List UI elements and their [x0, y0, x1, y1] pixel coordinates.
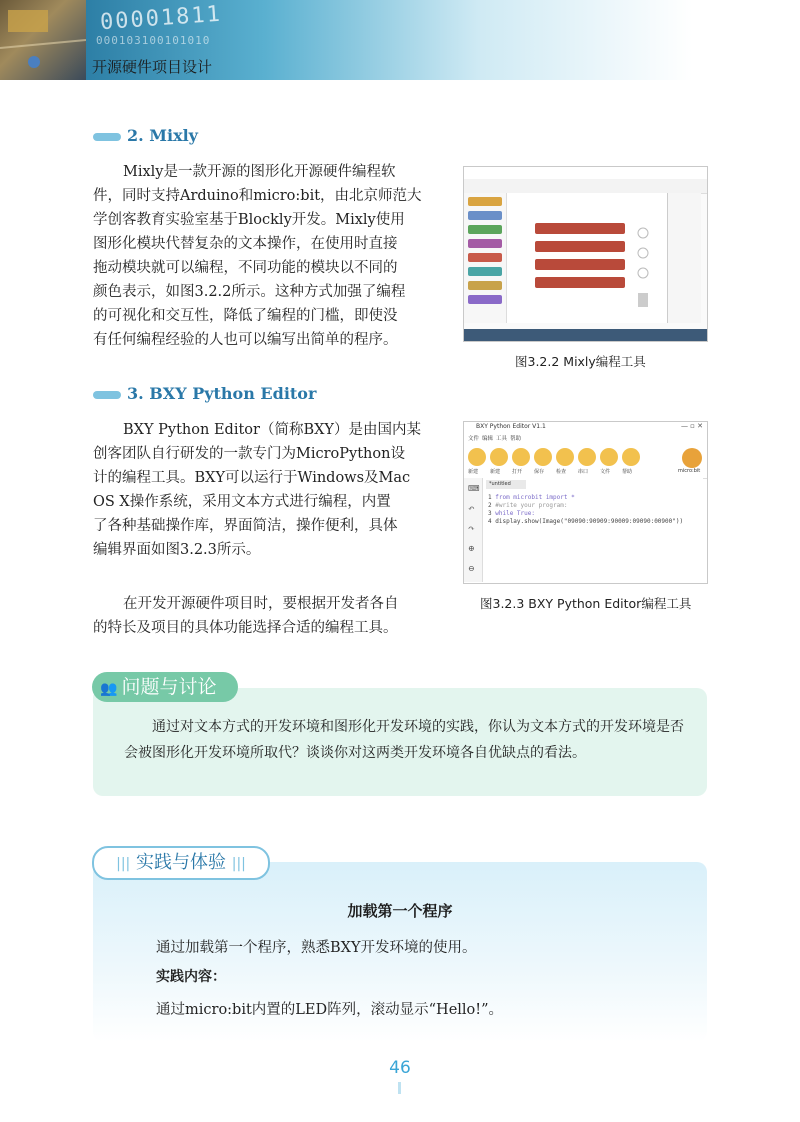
toolbar-label: 新建 [490, 469, 501, 475]
code-icon[interactable]: ⌨ [468, 484, 480, 493]
menu-item-edit[interactable]: 编辑 [482, 436, 494, 442]
code-line [488, 494, 575, 501]
line-text: while True: [495, 510, 535, 517]
zoom-out-icon[interactable]: ⊖ [468, 564, 475, 573]
section-3-heading-text: 3. BXY Python Editor [127, 384, 317, 403]
circuit-board-icon [0, 0, 86, 80]
section-3-heading [93, 384, 316, 403]
redo-icon[interactable]: ↷ [468, 524, 475, 533]
header-photo [0, 0, 86, 80]
code-block [535, 223, 625, 234]
bxy-screenshot [463, 421, 708, 584]
line-text: #write your program: [495, 502, 568, 509]
practice-content: 通过micro:bit内置的LED阵列，滚动显示“Hello!”。 [156, 1002, 504, 1018]
text-line: 了各种基础操作库，界面简洁，操作便利，具体 [93, 518, 398, 534]
practice-tab [92, 846, 270, 880]
people-icon: 👥 [100, 681, 118, 697]
header-digits: 00001811 [99, 1, 223, 36]
mixly-workspace [507, 193, 667, 323]
editor-tab-label: *untitled [489, 481, 511, 487]
practice-title: 加载第一个程序 [347, 902, 453, 920]
toolbar-label: 新建 [468, 469, 479, 475]
bxy-window-title: BXY Python Editor V1.1 [476, 423, 546, 430]
palette-category [468, 197, 502, 206]
code-block [535, 241, 625, 252]
palette-category [468, 211, 502, 220]
book-title: 开源硬件项目设计 [92, 58, 213, 76]
heading-bar-icon [93, 133, 121, 141]
bxy-toolbar [464, 444, 707, 479]
zoom-in-icon[interactable]: ⊕ [468, 544, 475, 553]
line-text: from microbit import * [495, 494, 575, 501]
mixly-screenshot [463, 166, 708, 342]
window-controls-icon: — ▫ ✕ [680, 422, 703, 430]
palette-category [468, 281, 502, 290]
discussion-tab-label: 问题与讨论 [121, 676, 217, 698]
practice-intro: 通过加载第一个程序，熟悉BXY开发环境的使用。 [156, 940, 477, 956]
section-2-heading-text: 2. Mixly [127, 126, 198, 145]
menu-item-tools[interactable]: 工具 [496, 436, 508, 442]
text-line: OS X操作系统，采用文本方式进行编程，内置 [93, 494, 391, 510]
line-number: 4 [488, 518, 492, 525]
new-button[interactable] [468, 448, 486, 466]
code-block [535, 259, 625, 270]
section-3-closing-paragraph [93, 592, 438, 640]
text-line: 编辑界面如图3.2.3所示。 [93, 542, 261, 558]
code-block [535, 277, 625, 288]
new-button-2[interactable] [490, 448, 508, 466]
mixly-code-preview [667, 193, 701, 323]
page-header [0, 0, 800, 80]
palette-category [468, 295, 502, 304]
serial-button[interactable] [578, 448, 596, 466]
palette-category [468, 253, 502, 262]
text-line: 颜色表示，如图3.2.2所示。这种方式加强了编程 [93, 284, 406, 300]
text-line: 图形化模块代替复杂的文本操作，在使用时直接 [93, 236, 398, 252]
text-line: 在开发开源硬件项目时，要根据开发者各自 [123, 596, 399, 612]
header-digits-small: 000103100101010 [96, 34, 211, 47]
save-button[interactable] [534, 448, 552, 466]
line-text: display.show(Image("09090:90909:90009:09090:00900")) [495, 518, 684, 525]
mixly-toolbar [464, 179, 707, 194]
undo-icon[interactable]: ↶ [468, 504, 475, 513]
open-button[interactable] [512, 448, 530, 466]
check-button[interactable] [556, 448, 574, 466]
heading-bar-icon [93, 391, 121, 399]
text-line: 的可视化和交互性，降低了编程的门槛，即使没 [93, 308, 398, 324]
files-button[interactable] [600, 448, 618, 466]
figure-3-2-3-caption: 图3.2.3 BXY Python Editor编程工具 [480, 596, 692, 611]
practice-tab-label: 实践与体验 [136, 852, 226, 873]
palette-category [468, 239, 502, 248]
line-number: 2 [488, 502, 492, 509]
bxy-side-tools [464, 478, 483, 582]
text-line: 计的编程工具。BXY可以运行于Windows及Mac [93, 470, 411, 486]
toolbar-label: 检查 [556, 469, 567, 475]
menu-item-help[interactable]: 帮助 [510, 436, 522, 442]
microbit-button[interactable] [682, 448, 702, 468]
section-2-heading [93, 126, 198, 145]
palette-category [468, 267, 502, 276]
text-line: 有任何编程经验的人也可以编写出简单的程序。 [93, 332, 398, 348]
menu-item-file[interactable]: 文件 [468, 436, 480, 442]
code-line [488, 502, 568, 509]
toolbar-label: 文件 [600, 469, 611, 475]
palette-category [468, 225, 502, 234]
toolbar-label: 打开 [512, 469, 523, 475]
mixly-statusbar [464, 329, 707, 341]
mixly-block-palette [464, 193, 507, 323]
toolbar-label: 串口 [578, 469, 589, 475]
code-line [488, 518, 683, 525]
editor-tab[interactable] [486, 480, 526, 489]
bars-icon: ||| [116, 856, 131, 872]
zoom-controls-icon [635, 223, 655, 313]
page-number: 46 [389, 1058, 411, 1078]
line-number: 3 [488, 510, 492, 517]
help-button[interactable] [622, 448, 640, 466]
text-line: 拖动模块就可以编程，不同功能的模块以不同的 [93, 260, 398, 276]
text-line: 的特长及项目的具体功能选择合适的编程工具。 [93, 620, 398, 636]
device-label: micro:bit [678, 468, 701, 474]
section-2-paragraph [93, 160, 438, 352]
toolbar-label: 保存 [534, 469, 545, 475]
section-3-paragraph [93, 418, 438, 562]
text-line: BXY Python Editor（简称BXY）是由国内某 [123, 422, 421, 438]
discussion-text: 通过对文本方式的开发环境和图形化开发环境的实践，你认为文本方式的开发环境是否会被图形化开发环境所取代？谈谈你对这两类开发环境各自优缺点的看法。 [124, 719, 684, 761]
text-line: Mixly是一款开源的图形化开源硬件编程软 [123, 164, 396, 180]
text-line: 件，同时支持Arduino和micro:bit，由北京师范大 [93, 188, 422, 204]
bxy-menubar [464, 434, 707, 444]
text-line: 创客团队自行研发的一款专门为MicroPython设 [93, 446, 405, 462]
figure-3-2-2-caption: 图3.2.2 Mixly编程工具 [515, 354, 646, 369]
discussion-tab [92, 672, 238, 702]
bars-icon: ||| [231, 856, 246, 872]
text-line: 学创客教育实验室基于Blockly开发。Mixly使用 [93, 212, 405, 228]
code-line [488, 510, 535, 517]
practice-content-label: 实践内容： [156, 969, 226, 985]
line-number: 1 [488, 494, 492, 501]
page-number-tick [398, 1082, 401, 1094]
toolbar-label: 帮助 [622, 469, 633, 475]
